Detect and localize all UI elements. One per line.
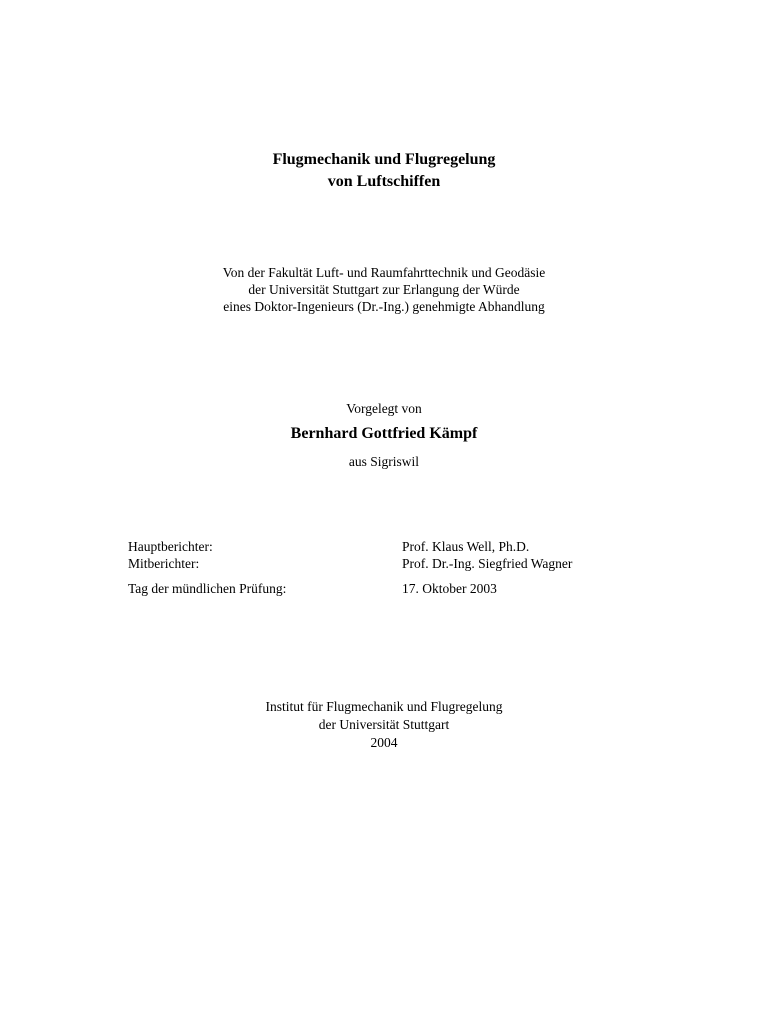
university-name: der Universität Stuttgart (318, 717, 450, 732)
publication-year: 2004 (370, 735, 398, 750)
committee-label: Mitberichter: (128, 556, 200, 571)
submission-statement-line-1: Von der Fakultät Luft- und Raumfahrttechnik und Geodäsie (222, 265, 546, 280)
submission-statement-line-2: der Universität Stuttgart zur Erlangung der Würde (248, 282, 520, 297)
author-name: Bernhard Gottfried Kämpf (290, 425, 478, 442)
committee-label: Tag der mündlichen Prüfung: (128, 581, 287, 596)
committee-value: Prof. Klaus Well, Ph.D. (402, 539, 530, 554)
submission-statement-line-3: eines Doktor-Ingenieurs (Dr.-Ing.) genehmigte Abhandlung (223, 299, 545, 314)
committee-label: Hauptberichter: (128, 539, 213, 554)
presented-by-label: Vorgelegt von (346, 401, 422, 416)
committee-value: 17. Oktober 2003 (402, 581, 497, 596)
institute-name: Institut für Flugmechanik und Flugregelung (265, 699, 503, 714)
committee-value: Prof. Dr.-Ing. Siegfried Wagner (402, 556, 573, 571)
thesis-title-line-2: von Luftschiffen (327, 173, 441, 190)
author-origin: aus Sigriswil (348, 454, 420, 469)
thesis-title-line-1: Flugmechanik und Flugregelung (272, 151, 496, 168)
